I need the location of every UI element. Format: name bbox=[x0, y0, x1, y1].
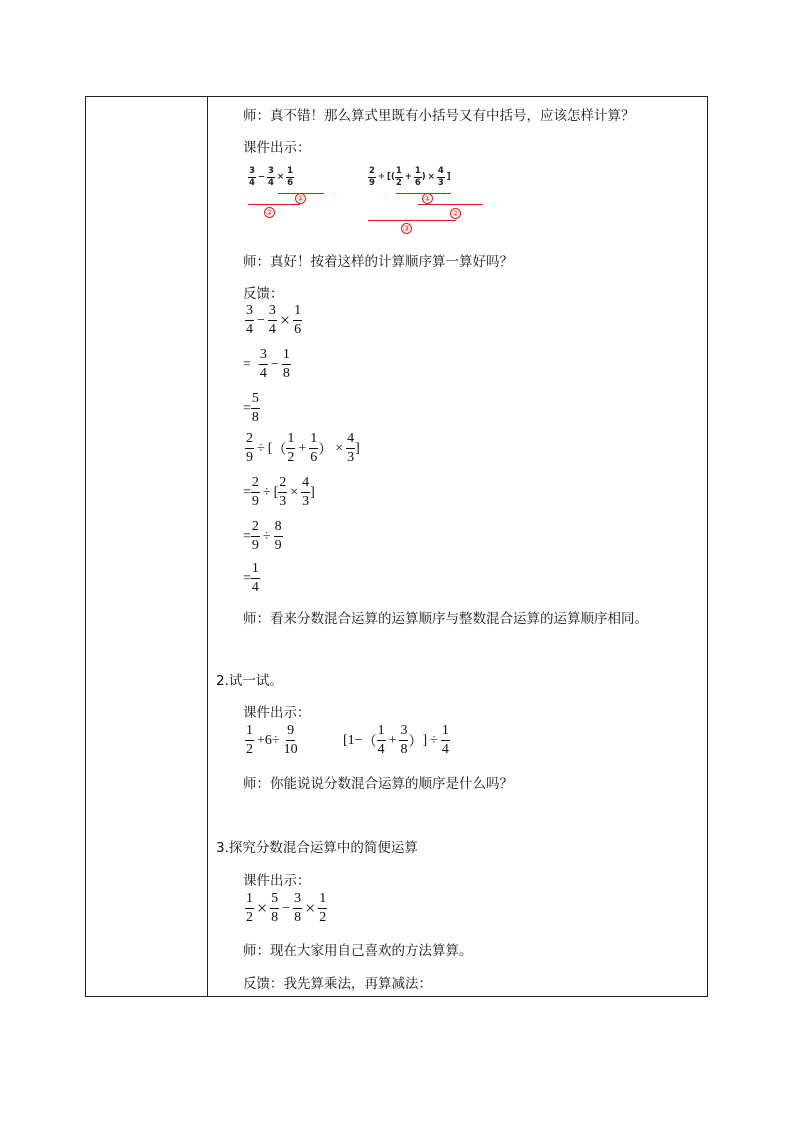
teacher-prompt-calc: 师：真好！按着这样的计算顺序算一算好吗？ bbox=[243, 254, 513, 270]
try-expression-2: [1− （ $\frac{1}{4}$ + $\frac{3}{8}$ ） ] ÷ $\frac{1}{4}$ bbox=[343, 723, 449, 757]
courseware-expression-1: $\frac{3}{4}$ − $\frac{3}{4}$ × $\frac{1}{6}$ bbox=[249, 166, 294, 188]
feedback-label: 反馈： bbox=[243, 286, 284, 302]
solution-2-step-1: = $\frac{2}{9}$ ÷ [ $\frac{2}{3}$ × $\frac{4}{3}$ ] bbox=[243, 475, 315, 509]
lesson-content bbox=[208, 96, 708, 997]
try-expression-1: $\frac{1}{2}$ +6÷ $\frac{9}{10}$ bbox=[246, 723, 298, 757]
courseware-expression-2: $\frac{2}{9}$ ÷ [ ( $\frac{1}{2}$ + $\frac{1}{6}$ ) × $\frac{4}{3}$ ] bbox=[369, 166, 451, 188]
solution-1-step-2: = $\frac{5}{8}$ bbox=[243, 391, 259, 425]
step-marker: ③ bbox=[402, 224, 411, 233]
simplify-expression: $\frac{1}{2}$ × $\frac{5}{8}$ − $\frac{3}{8}$ × $\frac{1}{2}$ bbox=[246, 891, 327, 925]
annotation-line-2c bbox=[368, 220, 456, 221]
annotation-line-1b bbox=[248, 204, 300, 205]
annotation-line-2b bbox=[418, 204, 483, 205]
section-3-heading: 3.探究分数混合运算中的简便运算 bbox=[216, 840, 418, 856]
solution-2-step-3: = $\frac{1}{4}$ bbox=[243, 561, 259, 595]
solution-1-step-0: $\frac{3}{4}$ − $\frac{3}{4}$ × $\frac{1}{6}$ bbox=[246, 303, 302, 337]
courseware-label: 课件出示： bbox=[243, 140, 311, 156]
solution-2-step-2: = $\frac{2}{9}$ ÷ $\frac{8}{9}$ bbox=[243, 519, 282, 553]
section-2-heading: 2.试一试。 bbox=[216, 673, 283, 689]
courseware-label-3: 课件出示： bbox=[243, 873, 311, 889]
feedback-method: 反馈：我先算乘法，再算减法： bbox=[243, 976, 432, 992]
teacher-conclusion: 师：看来分数混合运算的运算顺序与整数混合运算的运算顺序相同。 bbox=[243, 611, 648, 627]
courseware-label-2: 课件出示： bbox=[243, 705, 311, 721]
solution-1-step-1: = $\frac{3}{4}$ − $\frac{1}{8}$ bbox=[243, 347, 290, 381]
step-marker: ② bbox=[265, 208, 274, 217]
step-marker: ① bbox=[296, 194, 305, 203]
step-marker: ② bbox=[451, 209, 460, 218]
solution-2-step-0: $\frac{2}{9}$ ÷ [ （ $\frac{1}{2}$ + $\frac{1}{6}$ ） × $\frac{4}{3}$ ] bbox=[246, 431, 360, 465]
teacher-prompt-method: 师：现在大家用自己喜欢的方法算算。 bbox=[243, 943, 473, 959]
teacher-question-brackets: 师：真不错！那么算式里既有小括号又有中括号，应该怎样计算？ bbox=[243, 108, 635, 124]
step-marker: ① bbox=[423, 194, 432, 203]
teacher-question-order: 师：你能说说分数混合运算的顺序是什么吗？ bbox=[243, 776, 513, 792]
